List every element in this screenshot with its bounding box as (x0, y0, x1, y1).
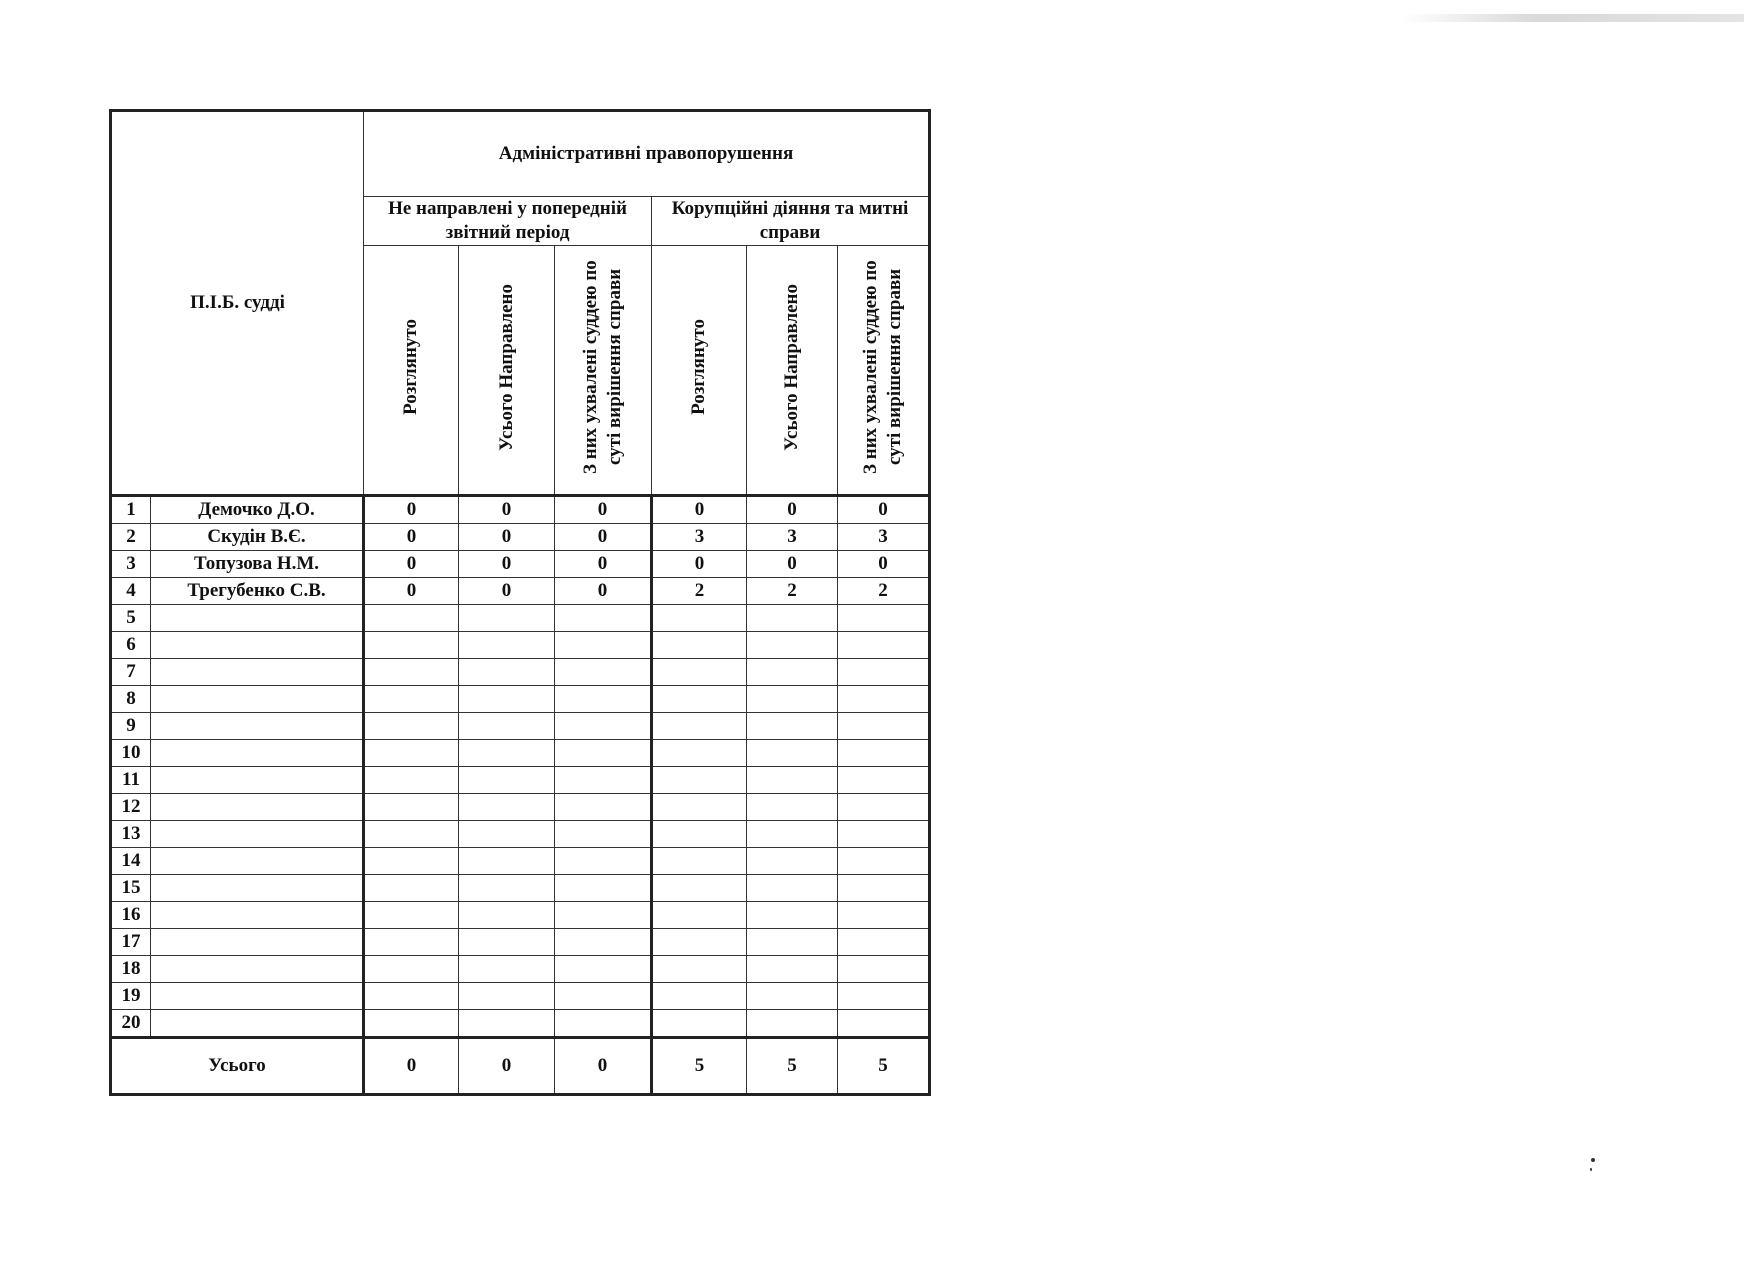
value-cell (747, 767, 838, 794)
value-cell: 0 (555, 524, 652, 551)
table-row (111, 848, 930, 875)
value-cell (652, 875, 747, 902)
value-cell (747, 686, 838, 713)
row-number: 15 (111, 875, 151, 902)
total-label: Усього (111, 1038, 364, 1095)
value-cell: 0 (364, 524, 459, 551)
value-cell: 0 (459, 524, 555, 551)
value-cell: 0 (364, 551, 459, 578)
value-cell (838, 632, 930, 659)
value-cell (838, 848, 930, 875)
judge-name (151, 929, 364, 956)
row-number: 1 (111, 496, 151, 524)
value-cell (459, 1010, 555, 1038)
value-cell (459, 956, 555, 983)
col-header: Розглянуто (364, 246, 459, 496)
value-cell (459, 659, 555, 686)
value-cell (747, 713, 838, 740)
main-title-header: Адміністративні правопорушення (364, 111, 930, 197)
value-cell (747, 848, 838, 875)
value-cell: 0 (459, 551, 555, 578)
row-number: 10 (111, 740, 151, 767)
row-number: 7 (111, 659, 151, 686)
row-number: 16 (111, 902, 151, 929)
judge-name (151, 902, 364, 929)
total-value: 5 (838, 1038, 930, 1095)
value-cell (555, 983, 652, 1010)
value-cell: 0 (364, 578, 459, 605)
value-cell: 0 (838, 496, 930, 524)
table-row (111, 632, 930, 659)
col-header: Розглянуто (652, 246, 747, 496)
value-cell (459, 767, 555, 794)
value-cell (838, 983, 930, 1010)
judge-name (151, 632, 364, 659)
value-cell (364, 875, 459, 902)
table-row (111, 767, 930, 794)
value-cell: 0 (459, 496, 555, 524)
value-cell (459, 929, 555, 956)
value-cell (838, 902, 930, 929)
row-number: 2 (111, 524, 151, 551)
report-table (109, 109, 931, 1096)
table-row (111, 659, 930, 686)
value-cell (459, 686, 555, 713)
table-row (111, 578, 930, 605)
value-cell (459, 794, 555, 821)
table-row (111, 496, 930, 524)
value-cell (747, 659, 838, 686)
value-cell (652, 740, 747, 767)
value-cell (364, 1010, 459, 1038)
row-number: 17 (111, 929, 151, 956)
judge-name (151, 983, 364, 1010)
value-cell: 0 (838, 551, 930, 578)
value-cell: 3 (747, 524, 838, 551)
value-cell: 0 (555, 578, 652, 605)
judge-name (151, 1010, 364, 1038)
table-row (111, 524, 930, 551)
table-row (111, 902, 930, 929)
judge-name-header: П.І.Б. судді (111, 111, 364, 496)
value-cell (652, 956, 747, 983)
judge-name (151, 794, 364, 821)
value-cell (555, 713, 652, 740)
row-number: 20 (111, 1010, 151, 1038)
value-cell (652, 713, 747, 740)
value-cell (459, 902, 555, 929)
value-cell (555, 929, 652, 956)
value-cell (652, 659, 747, 686)
row-number: 13 (111, 821, 151, 848)
value-cell (838, 713, 930, 740)
value-cell (652, 821, 747, 848)
value-cell (364, 659, 459, 686)
value-cell (838, 821, 930, 848)
value-cell (364, 767, 459, 794)
value-cell (555, 821, 652, 848)
col-header: З них ухвалені суддею по суті вирішення справи (555, 246, 652, 496)
value-cell (652, 605, 747, 632)
value-cell (555, 632, 652, 659)
value-cell (747, 1010, 838, 1038)
total-row (111, 1038, 930, 1095)
table-row (111, 686, 930, 713)
col-header: З них ухвалені суддею по суті вирішення справи (838, 246, 930, 496)
value-cell (555, 605, 652, 632)
value-cell (838, 686, 930, 713)
value-cell (652, 902, 747, 929)
judge-name (151, 821, 364, 848)
value-cell (747, 821, 838, 848)
judge-name (151, 767, 364, 794)
table-row (111, 983, 930, 1010)
value-cell (555, 659, 652, 686)
judge-name (151, 605, 364, 632)
value-cell (838, 767, 930, 794)
value-cell (652, 686, 747, 713)
value-cell: 0 (555, 551, 652, 578)
value-cell: 0 (652, 551, 747, 578)
value-cell: 0 (459, 578, 555, 605)
table-row (111, 1010, 930, 1038)
value-cell (747, 902, 838, 929)
table-row (111, 875, 930, 902)
value-cell (652, 794, 747, 821)
judge-name: Скудін В.Є. (151, 524, 364, 551)
value-cell (838, 929, 930, 956)
value-cell (838, 794, 930, 821)
value-cell (459, 632, 555, 659)
value-cell (555, 794, 652, 821)
value-cell: 0 (747, 551, 838, 578)
judge-name: Трегубенко С.В. (151, 578, 364, 605)
value-cell (459, 713, 555, 740)
table-row (111, 605, 930, 632)
value-cell (747, 605, 838, 632)
value-cell (555, 956, 652, 983)
judge-name (151, 875, 364, 902)
value-cell: 3 (838, 524, 930, 551)
judge-name (151, 686, 364, 713)
judge-name (151, 740, 364, 767)
judge-name (151, 848, 364, 875)
row-number: 18 (111, 956, 151, 983)
value-cell (364, 632, 459, 659)
value-cell (364, 821, 459, 848)
table-row (111, 713, 930, 740)
value-cell (747, 632, 838, 659)
value-cell (652, 848, 747, 875)
row-number: 12 (111, 794, 151, 821)
value-cell (652, 632, 747, 659)
row-number: 4 (111, 578, 151, 605)
total-value: 0 (555, 1038, 652, 1095)
table-row (111, 740, 930, 767)
value-cell (555, 848, 652, 875)
value-cell (364, 686, 459, 713)
scan-streak (1400, 14, 1744, 22)
value-cell (364, 713, 459, 740)
judge-name (151, 713, 364, 740)
table-row (111, 551, 930, 578)
row-number: 11 (111, 767, 151, 794)
scan-speck (1590, 1168, 1592, 1171)
value-cell (459, 875, 555, 902)
value-cell (652, 1010, 747, 1038)
row-number: 5 (111, 605, 151, 632)
value-cell: 2 (838, 578, 930, 605)
value-cell (652, 767, 747, 794)
value-cell (555, 875, 652, 902)
value-cell (555, 740, 652, 767)
total-value: 0 (364, 1038, 459, 1095)
judge-name: Демочко Д.О. (151, 496, 364, 524)
value-cell (747, 875, 838, 902)
value-cell: 0 (652, 496, 747, 524)
value-cell (838, 875, 930, 902)
value-cell (459, 983, 555, 1010)
value-cell: 0 (747, 496, 838, 524)
table-row (111, 794, 930, 821)
value-cell (652, 983, 747, 1010)
row-number: 3 (111, 551, 151, 578)
value-cell: 2 (652, 578, 747, 605)
value-cell (459, 848, 555, 875)
value-cell (747, 794, 838, 821)
value-cell (364, 956, 459, 983)
value-cell: 3 (652, 524, 747, 551)
value-cell (838, 740, 930, 767)
group-header-corruption: Корупційні діяння та митні справи (652, 197, 930, 246)
table-row (111, 821, 930, 848)
value-cell: 2 (747, 578, 838, 605)
table-row (111, 956, 930, 983)
col-header: Усього Направлено (747, 246, 838, 496)
row-number: 14 (111, 848, 151, 875)
value-cell (364, 605, 459, 632)
col-header: Усього Направлено (459, 246, 555, 496)
value-cell (459, 740, 555, 767)
value-cell (747, 740, 838, 767)
value-cell (364, 929, 459, 956)
value-cell (838, 659, 930, 686)
value-cell (459, 605, 555, 632)
value-cell (555, 686, 652, 713)
value-cell (364, 794, 459, 821)
row-number: 19 (111, 983, 151, 1010)
value-cell (364, 848, 459, 875)
value-cell: 0 (555, 496, 652, 524)
value-cell: 0 (364, 496, 459, 524)
judge-name (151, 659, 364, 686)
row-number: 6 (111, 632, 151, 659)
value-cell (652, 929, 747, 956)
scan-speck (1591, 1158, 1595, 1162)
row-number: 8 (111, 686, 151, 713)
value-cell (555, 1010, 652, 1038)
value-cell (747, 929, 838, 956)
total-value: 5 (652, 1038, 747, 1095)
value-cell (364, 983, 459, 1010)
total-value: 5 (747, 1038, 838, 1095)
value-cell (747, 983, 838, 1010)
value-cell (838, 605, 930, 632)
total-value: 0 (459, 1038, 555, 1095)
group-header-not-sent: Не направлені у попередній звітний період (364, 197, 652, 246)
judge-name (151, 956, 364, 983)
value-cell (838, 956, 930, 983)
value-cell (555, 902, 652, 929)
value-cell (364, 740, 459, 767)
row-number: 9 (111, 713, 151, 740)
value-cell (838, 1010, 930, 1038)
table-row (111, 929, 930, 956)
value-cell (747, 956, 838, 983)
value-cell (459, 821, 555, 848)
value-cell (364, 902, 459, 929)
judge-name: Топузова Н.М. (151, 551, 364, 578)
value-cell (555, 767, 652, 794)
